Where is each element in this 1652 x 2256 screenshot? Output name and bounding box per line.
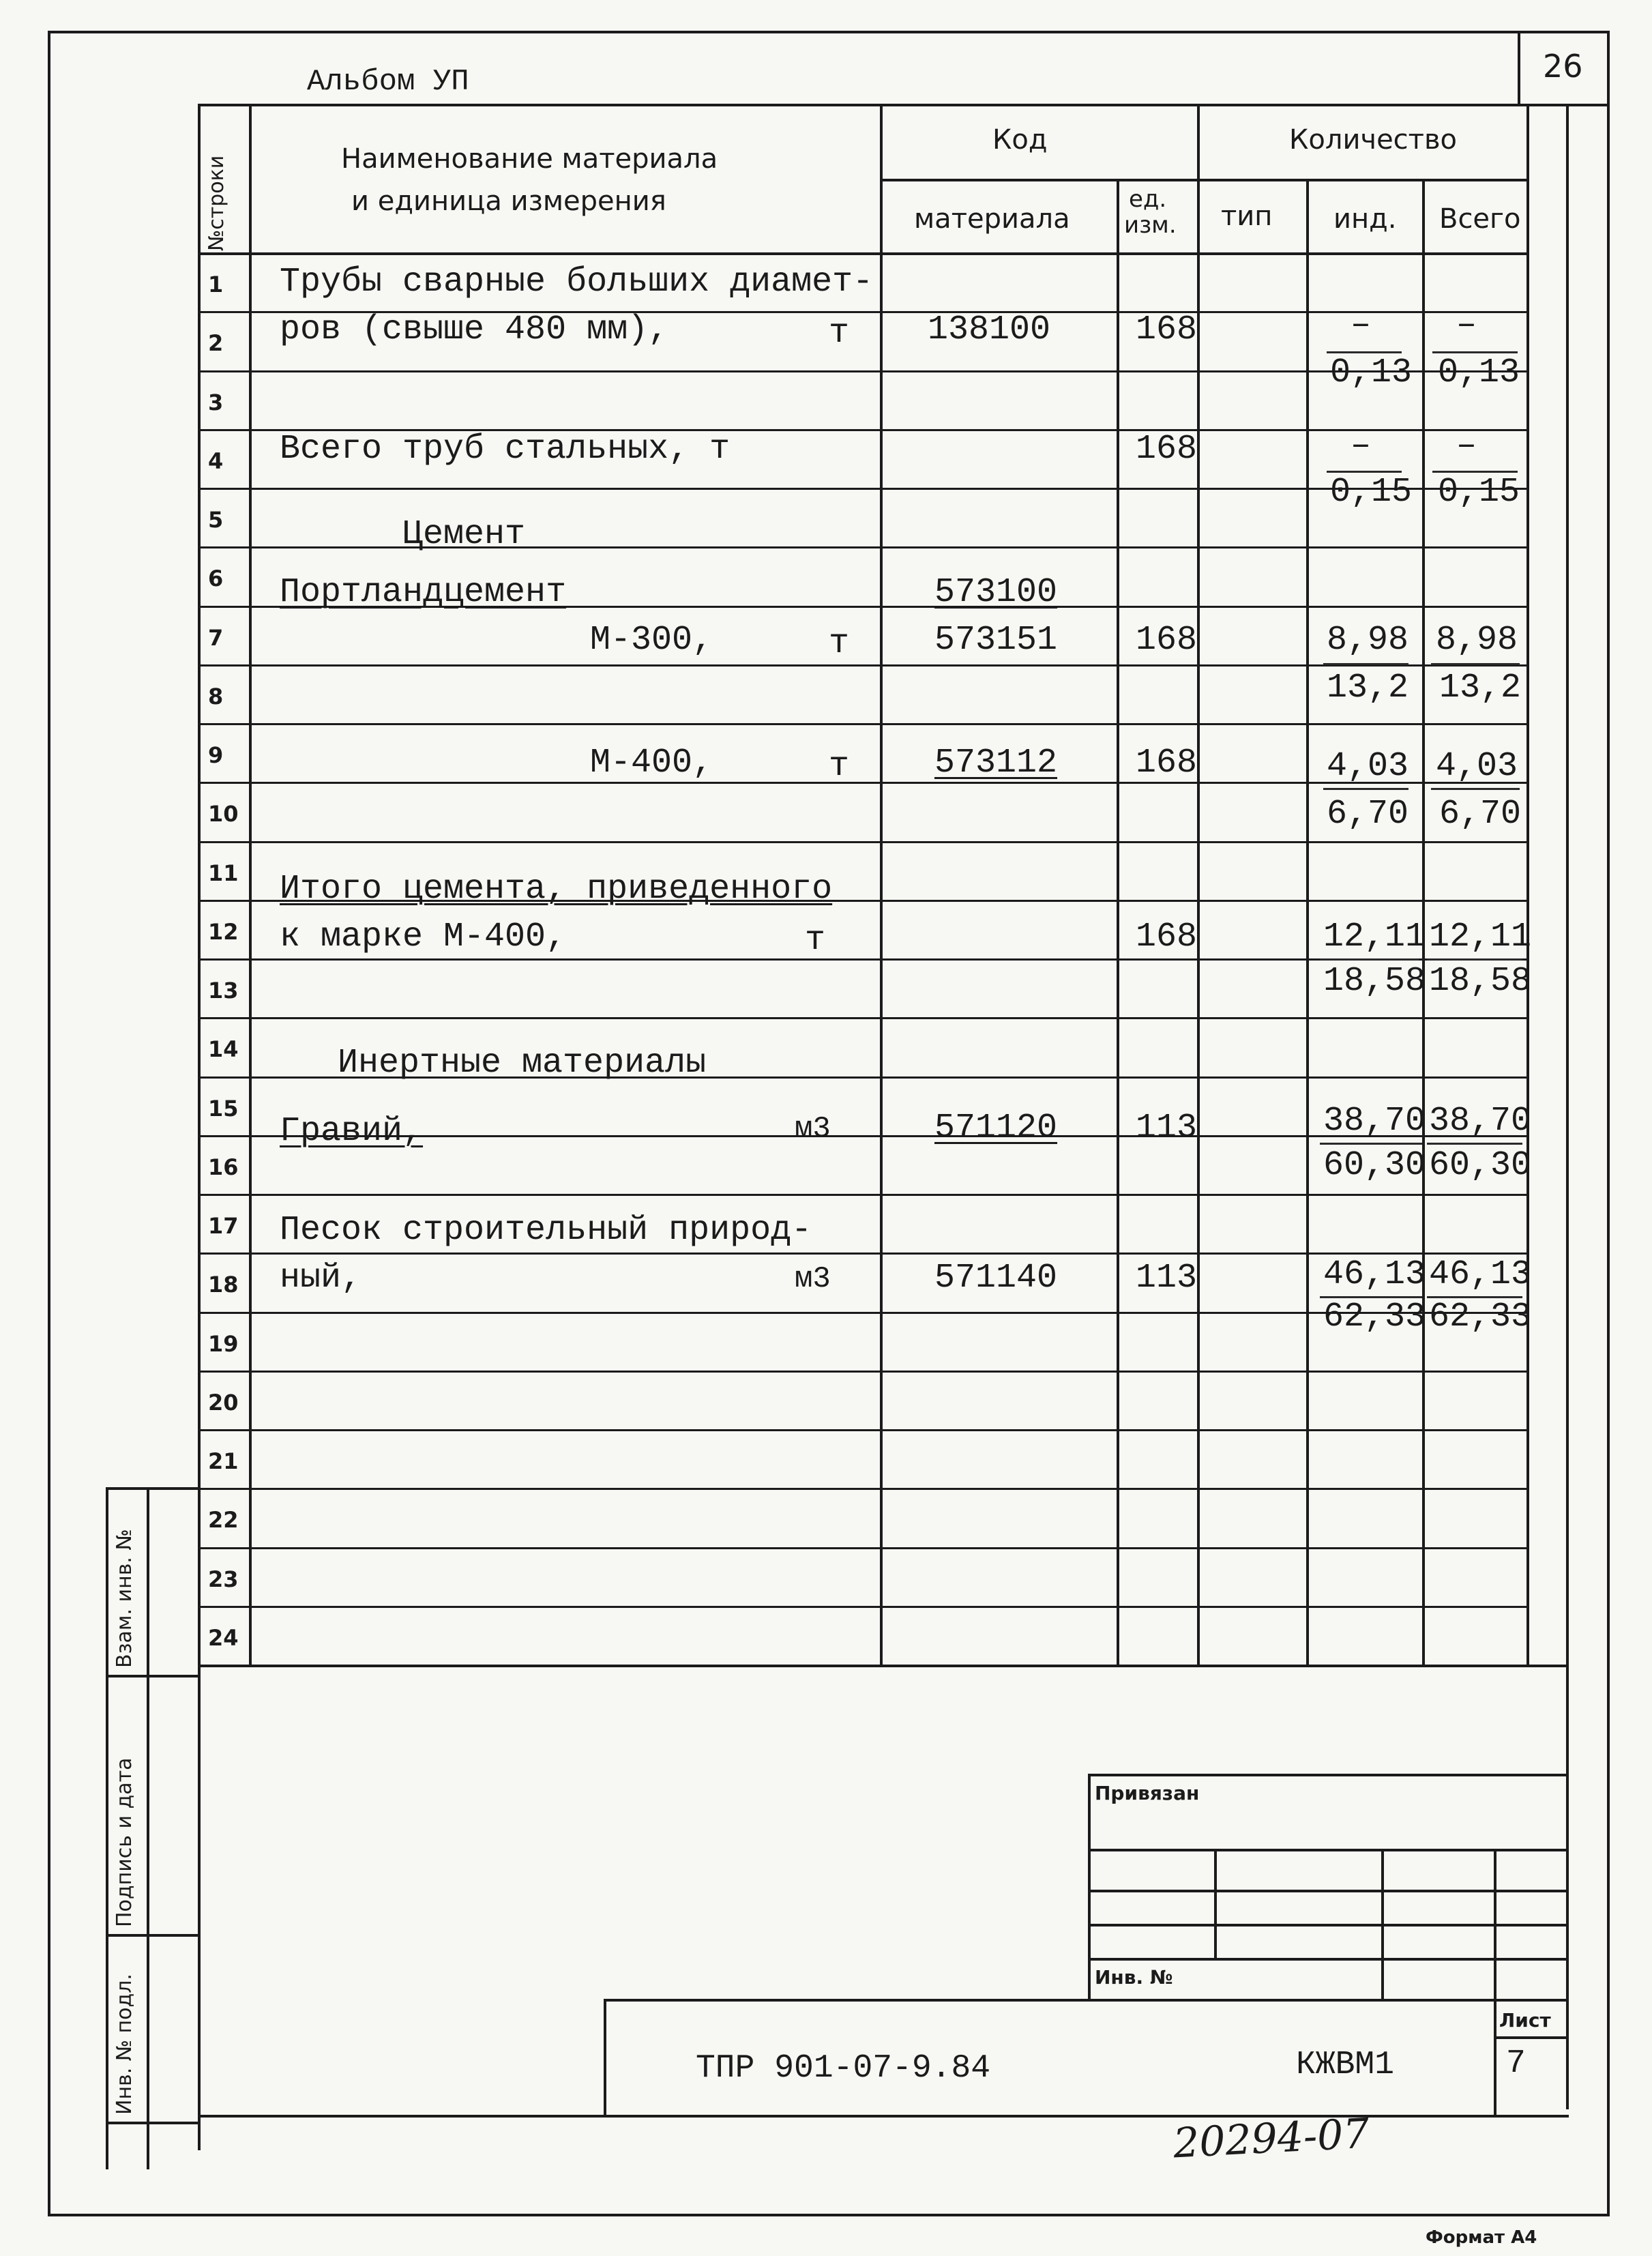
row-number: 23 bbox=[208, 1566, 239, 1592]
stamp-col-1 bbox=[1214, 1849, 1217, 1958]
row2-total-top: – bbox=[1456, 306, 1477, 345]
frame-bottom bbox=[48, 2214, 1610, 2216]
row7-ind-fraction bbox=[1323, 663, 1408, 665]
stamp-inv-no: Инв. № bbox=[1095, 1966, 1173, 1989]
row18-unit: 113 bbox=[1136, 1259, 1198, 1298]
header-qty-total: Всего bbox=[1439, 203, 1521, 235]
row2-total-bottom: 0,13 bbox=[1438, 353, 1520, 392]
stamp-top bbox=[1088, 1774, 1569, 1776]
row-number: 19 bbox=[208, 1331, 239, 1357]
row6-code: 573100 bbox=[934, 573, 1058, 612]
row12-unit-letter: т bbox=[805, 921, 826, 960]
row9-total-fraction bbox=[1431, 788, 1520, 790]
row9-unit-letter: т bbox=[829, 747, 850, 786]
row6-name: Портландцемент bbox=[280, 573, 567, 612]
row7-ind-top: 8,98 bbox=[1327, 621, 1409, 660]
stamp-line-4 bbox=[1088, 1958, 1569, 1961]
row2-name: ров (свыше 480 мм), bbox=[280, 310, 669, 349]
row-line bbox=[198, 1429, 1528, 1431]
header-unit-1: ед. bbox=[1129, 186, 1167, 213]
header-code-material: материала bbox=[914, 203, 1070, 235]
margin-bottom-line bbox=[106, 2122, 199, 2124]
row-number: 13 bbox=[208, 978, 239, 1004]
row7-name: М-300, bbox=[590, 621, 713, 660]
row9-name: М-400, bbox=[590, 744, 713, 782]
row12-total-top: 12,11 bbox=[1429, 918, 1532, 956]
stamp-line-1 bbox=[1088, 1849, 1569, 1851]
col-code-line bbox=[1117, 179, 1119, 1666]
row15-ind-fraction bbox=[1320, 1143, 1422, 1145]
stamp-privyazan: Привязан bbox=[1095, 1782, 1200, 1804]
row2-unit: 168 bbox=[1136, 310, 1198, 349]
table-left bbox=[198, 104, 201, 2150]
col-unit-line bbox=[1197, 104, 1200, 1666]
row12-ind-fraction bbox=[1320, 958, 1419, 961]
row9-total-top: 4,03 bbox=[1436, 747, 1518, 786]
row-number: 7 bbox=[208, 625, 224, 651]
stamp-line-3 bbox=[1088, 1924, 1569, 1927]
row-number: 6 bbox=[208, 566, 224, 591]
row15-total-fraction bbox=[1427, 1143, 1522, 1145]
row-number: 14 bbox=[208, 1036, 239, 1062]
col-name-line bbox=[880, 104, 883, 1666]
row-line bbox=[198, 1547, 1528, 1549]
header-mid-line bbox=[880, 179, 1528, 181]
row-line bbox=[198, 1488, 1528, 1490]
row-number: 2 bbox=[208, 330, 224, 356]
titleblock-top bbox=[604, 1999, 1569, 2002]
row5-section-cement: Цемент bbox=[402, 515, 526, 554]
titleblock-list-label: Лист bbox=[1499, 2009, 1551, 2032]
row9-ind-top: 4,03 bbox=[1327, 747, 1409, 786]
header-name-line1: Наименование материала bbox=[341, 143, 718, 175]
row-number: 22 bbox=[208, 1507, 239, 1533]
row-line bbox=[198, 841, 1528, 843]
titleblock-list-line bbox=[1494, 2036, 1569, 2039]
row1-name: Трубы сварные больших диамет- bbox=[280, 263, 874, 302]
col-total-right-line bbox=[1526, 104, 1529, 1666]
titleblock-left bbox=[604, 1999, 606, 2115]
row-line bbox=[198, 488, 1528, 490]
row2-ind-top: – bbox=[1351, 306, 1372, 345]
row12-name: к марке М-400, bbox=[280, 918, 567, 956]
row-number: 8 bbox=[208, 684, 224, 709]
row15-total-top: 38,70 bbox=[1429, 1102, 1532, 1141]
header-qty-ind: инд. bbox=[1333, 203, 1397, 235]
row12-total-fraction bbox=[1427, 958, 1522, 961]
col-rownum-line bbox=[249, 104, 252, 1666]
row2-unit-letter: т bbox=[829, 314, 850, 353]
table-top bbox=[198, 104, 1569, 106]
titleblock-list-value: 7 bbox=[1506, 2045, 1526, 2082]
row-number: 10 bbox=[208, 801, 239, 827]
row17-name: Песок строительный природ- bbox=[280, 1211, 812, 1250]
header-unit-2: изм. bbox=[1124, 211, 1177, 239]
row14-section-inert: Инертные материалы bbox=[338, 1044, 707, 1083]
row4-ind-bottom: 0,15 bbox=[1330, 473, 1413, 512]
row4-total-bottom: 0,15 bbox=[1438, 473, 1520, 512]
row-number: 18 bbox=[208, 1272, 239, 1298]
row4-ind-top: – bbox=[1351, 426, 1372, 465]
row7-unit: 168 bbox=[1136, 621, 1198, 660]
titleblock-doc-code: ТПР 901-07-9.84 bbox=[696, 2050, 991, 2087]
row12-ind-top: 12,11 bbox=[1323, 918, 1426, 956]
row7-code: 573151 bbox=[934, 621, 1058, 660]
row12-ind-bottom: 18,58 bbox=[1323, 962, 1426, 1001]
row-number: 20 bbox=[208, 1390, 239, 1416]
row-number: 9 bbox=[208, 742, 224, 768]
row12-total-bottom: 18,58 bbox=[1429, 962, 1532, 1001]
row11-name: Итого цемента, приведенного bbox=[280, 870, 833, 909]
table-bottom-line bbox=[198, 1665, 1569, 1667]
row-number: 3 bbox=[208, 390, 224, 415]
row-line bbox=[198, 1371, 1528, 1373]
row-number: 5 bbox=[208, 507, 224, 533]
row-number: 15 bbox=[208, 1096, 239, 1122]
margin-podpis-data: Подпись и дата bbox=[113, 1757, 136, 1927]
row7-total-top: 8,98 bbox=[1436, 621, 1518, 660]
header-qty-type: тип bbox=[1221, 201, 1273, 232]
row18-ind-bottom: 62,33 bbox=[1323, 1298, 1426, 1336]
row18-name: ный, bbox=[280, 1259, 362, 1298]
row-line bbox=[198, 370, 1528, 372]
row15-ind-top: 38,70 bbox=[1323, 1102, 1426, 1141]
format-label: Формат А4 bbox=[1426, 2227, 1537, 2248]
row-number: 1 bbox=[208, 272, 224, 297]
row9-ind-fraction bbox=[1323, 788, 1408, 790]
row15-unit-letter: м3 bbox=[795, 1112, 831, 1146]
row-number: 17 bbox=[208, 1213, 239, 1239]
row7-unit-letter: т bbox=[829, 624, 850, 663]
stamp-col-2 bbox=[1381, 1849, 1384, 1999]
margin-col-inner bbox=[147, 1487, 149, 2169]
margin-line-1 bbox=[106, 1675, 199, 1678]
album-title: Альбом УП bbox=[307, 65, 469, 99]
row-line bbox=[198, 1606, 1528, 1608]
margin-vzam-inv: Взам. инв. № bbox=[113, 1529, 136, 1668]
header-row-number: №строки bbox=[205, 155, 228, 251]
row-number: 24 bbox=[208, 1625, 239, 1651]
stamp-left bbox=[1088, 1774, 1091, 1999]
row18-ind-top: 46,13 bbox=[1323, 1255, 1426, 1294]
stamp-col-3 bbox=[1494, 1849, 1496, 2115]
header-bottom-line bbox=[198, 252, 1528, 255]
row15-name: Гравий, bbox=[280, 1112, 424, 1151]
row9-unit: 168 bbox=[1136, 744, 1198, 782]
row-line bbox=[198, 1194, 1528, 1196]
frame-left bbox=[48, 31, 50, 2216]
row-number: 11 bbox=[208, 860, 239, 886]
row-number: 4 bbox=[208, 448, 224, 474]
row7-total-bottom: 13,2 bbox=[1439, 669, 1522, 707]
frame-top bbox=[48, 31, 1610, 33]
row15-code: 571120 bbox=[934, 1109, 1058, 1147]
row18-total-bottom: 62,33 bbox=[1429, 1298, 1532, 1336]
row7-ind-bottom: 13,2 bbox=[1327, 669, 1409, 707]
row4-name: Всего труб стальных, т bbox=[280, 430, 731, 469]
row2-ind-bottom: 0,13 bbox=[1330, 353, 1413, 392]
pagenum-box-left bbox=[1518, 31, 1520, 106]
row2-code: 138100 bbox=[928, 310, 1051, 349]
row4-total-top: – bbox=[1456, 426, 1477, 465]
row9-ind-bottom: 6,70 bbox=[1327, 795, 1409, 834]
titleblock-mark: КЖВМ1 bbox=[1296, 2047, 1395, 2083]
row15-unit: 113 bbox=[1136, 1109, 1198, 1147]
row7-total-fraction bbox=[1431, 663, 1520, 665]
handwritten-number: 20294-07 bbox=[1172, 2109, 1371, 2168]
row-line bbox=[198, 1017, 1528, 1019]
row-number: 16 bbox=[208, 1154, 239, 1180]
row18-total-top: 46,13 bbox=[1429, 1255, 1532, 1294]
row12-unit: 168 bbox=[1136, 918, 1198, 956]
row-number: 12 bbox=[208, 919, 239, 945]
frame-right bbox=[1607, 31, 1610, 2216]
row18-code: 571140 bbox=[934, 1259, 1058, 1298]
page-number: 26 bbox=[1543, 48, 1583, 85]
margin-col-outer bbox=[106, 1487, 108, 2169]
header-name-line2: и единица измерения bbox=[351, 186, 666, 217]
margin-line-2 bbox=[106, 1934, 199, 1937]
row9-total-bottom: 6,70 bbox=[1439, 795, 1522, 834]
row-line bbox=[198, 723, 1528, 725]
row15-ind-bottom: 60,30 bbox=[1323, 1146, 1426, 1185]
header-quantity: Количество bbox=[1289, 124, 1458, 156]
stamp-line-2 bbox=[1088, 1890, 1569, 1892]
row-line bbox=[198, 546, 1528, 548]
row9-code: 573112 bbox=[934, 744, 1058, 782]
col-type-line bbox=[1306, 179, 1309, 1666]
row-number: 21 bbox=[208, 1448, 239, 1474]
header-code: Код bbox=[992, 124, 1048, 156]
margin-inv-podl: Инв. № подл. bbox=[113, 1974, 136, 2115]
row15-total-bottom: 60,30 bbox=[1429, 1146, 1532, 1185]
margin-top-line bbox=[106, 1487, 199, 1490]
row-line bbox=[198, 1252, 1528, 1255]
row18-unit-letter: м3 bbox=[795, 1262, 831, 1296]
row4-unit: 168 bbox=[1136, 430, 1198, 469]
table-right bbox=[1566, 104, 1569, 2109]
